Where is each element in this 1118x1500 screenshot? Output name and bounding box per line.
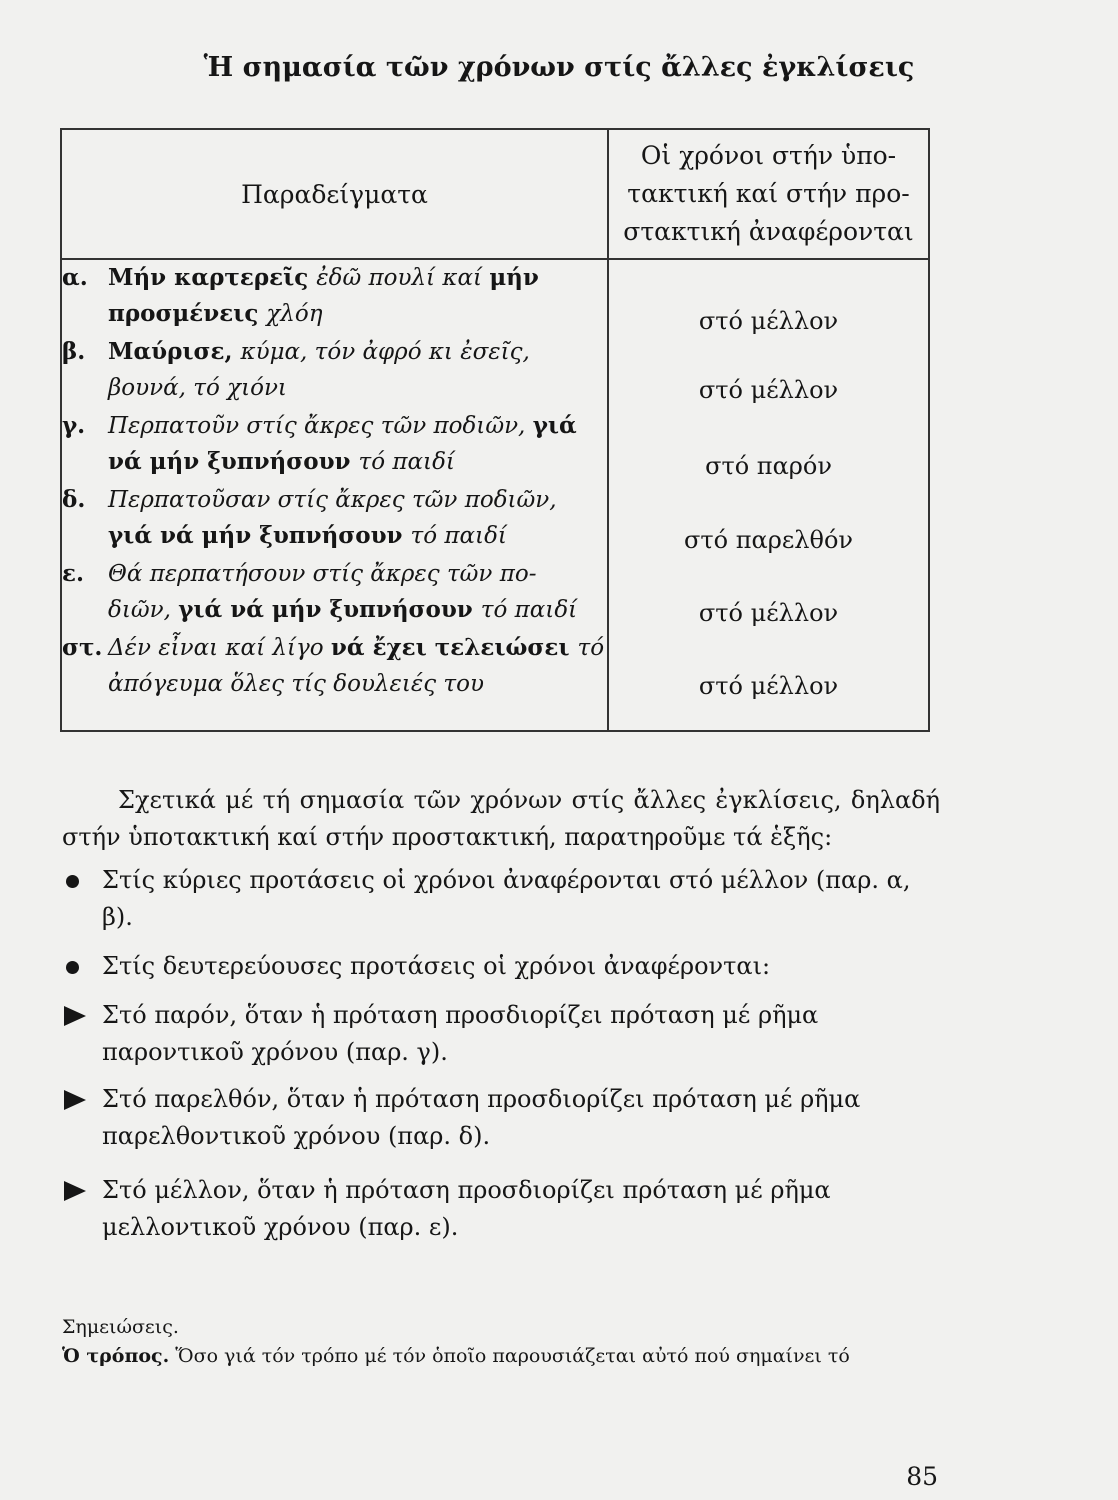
example-text [108,556,607,628]
section-title: Ἡ σημασία τῶν χρόνων στίς ἄλλες ἐγκλίσεις [203,52,915,83]
example-line [108,482,607,518]
example-label: α. [62,264,88,291]
example-line [108,556,607,592]
example-segment: νά μήν ξυπνήσουν [108,448,359,475]
arrow-text: Στό παρόν, ὅταν ἡ πρόταση προσδιορίζει πρόταση μέ ρῆμα παροντικοῦ χρόνου (παρ. γ). [102,1001,819,1066]
bullet-text: Στίς δευτερεύουσες προτάσεις οἱ χρόνοι ἀναφέρονται: [102,952,771,980]
arrow-text: Στό μέλλον, ὅταν ἡ πρόταση προσδιορίζει πρόταση μέ ρῆμα μελλοντικοῦ χρόνου (παρ. ε). [102,1176,831,1241]
example-label: ε. [62,560,84,587]
example-label: β. [62,338,86,365]
example-segment: Περπατοῦσαν στίς ἄκρες τῶν ποδιῶν, [108,487,557,513]
triangle-arrow-icon [62,997,102,1071]
page-number: 85 [906,1462,938,1491]
example-line [108,370,607,406]
tense-value: στό μέλλον [698,376,839,404]
examples-cell [61,259,608,731]
example-text [108,482,607,554]
example-line [108,296,607,332]
example-segment: γιά νά μήν ξυπνήσουν [108,522,411,549]
example-segment: τό παιδί [410,523,507,549]
header-tenses [608,129,929,259]
example-line [108,408,607,444]
arrow-past [62,1081,940,1155]
bullet-subordinate-clauses [62,948,940,985]
examples-table [60,128,930,732]
example-label: γ. [62,412,86,439]
table-body-row [61,259,929,731]
tense-value: στό μέλλον [698,307,839,335]
header-tenses-line: τακτική καί στήν προ- [627,179,910,208]
example-text [108,260,607,332]
example-line [108,630,607,666]
example-line [108,334,607,370]
example-line [108,444,607,480]
example-segment: τό παιδί [480,597,578,623]
example-segment: διῶν, [108,597,179,623]
example-segment: γιά νά μήν ξυπνήσουν [178,596,481,623]
example-text [108,408,607,480]
tense-value: στό παρελθόν [684,526,853,554]
example-item [62,408,607,480]
example-segment: βουνά, τό χιόνι [108,375,287,401]
example-item [62,482,607,554]
intro-text: Σχετικά μέ τή σημασία τῶν χρόνων στίς ἄλλες ἐγκλίσεις, δηλαδή στήν ὑποτακτική καί στήν προστακτική, παρατηροῦμε τά ἑξῆς: [62,786,940,851]
note-text: Ὅσο γιά τόν τρόπο μέ τόν ὁποῖο παρουσιάζεται αὐτό πού σημαίνει τό [175,1345,850,1367]
tense-value: στό μέλλον [698,599,839,627]
intro-paragraph [62,782,940,856]
tense-value: στό μέλλον [698,672,839,700]
example-label: δ. [62,486,86,513]
arrow-future [62,1172,940,1246]
example-text [108,630,607,702]
example-segment: προσμένεις [108,300,267,327]
triangle-arrow-icon [62,1172,102,1246]
example-segment: ἐδῶ πουλί καί [316,265,490,291]
notes-heading: Σημειώσεις. [62,1316,179,1338]
example-segment: Θά περπατήσουν στίς ἄκρες τῶν πο- [108,561,537,587]
note-term: Ὁ τρόπος. [62,1345,170,1367]
example-segment: Μαύρισε, [108,338,241,365]
example-label: στ. [62,634,103,661]
example-item [62,630,607,702]
example-segment: ἀπόγευμα ὅλες τίς δουλειές του [108,671,484,697]
bullet-dot-icon [62,862,102,936]
bullet-text: Στίς κύριες προτάσεις οἱ χρόνοι ἀναφέρονται στό μέλλον (παρ. α, β). [102,866,911,931]
example-segment: Μήν καρτερεῖς [108,264,317,291]
bullet-main-clauses [62,862,940,936]
example-line [108,518,607,554]
example-segment: τό [577,635,605,661]
example-segment: νά ἔχει τελειώσει [330,634,578,661]
example-text [108,334,607,406]
header-examples: Παραδείγματα [61,129,608,259]
arrow-text: Στό παρελθόν, ὅταν ἡ πρόταση προσδιορίζει πρόταση μέ ρῆμα παρελθοντικοῦ χρόνου (παρ. δ). [102,1085,861,1150]
example-segment: χλόη [266,301,323,327]
example-segment: τό παιδί [358,449,455,475]
header-tenses-line: στακτική ἀναφέρονται [623,217,914,246]
example-item [62,334,607,406]
note-entry [62,1345,942,1367]
example-segment: Δέν εἶναι καί λίγο [108,635,331,661]
example-item [62,260,607,332]
example-segment: Περπατοῦν στίς ἄκρες τῶν ποδιῶν, [108,413,533,439]
example-item [62,556,607,628]
example-line [108,592,607,628]
example-segment: μήν [489,264,539,291]
example-segment: γιά [532,412,577,439]
arrow-present [62,997,940,1071]
example-segment: κύμα, τόν ἀφρό κι ἐσεῖς, [240,339,530,365]
tense-value: στό παρόν [705,452,832,480]
example-line [108,260,607,296]
triangle-arrow-icon [62,1081,102,1155]
bullet-dot-icon [62,948,102,985]
example-line [108,666,607,702]
table-header-row [61,129,929,259]
header-tenses-line: Οἱ χρόνοι στήν ὑπο- [640,141,897,170]
tenses-cell [608,259,929,731]
